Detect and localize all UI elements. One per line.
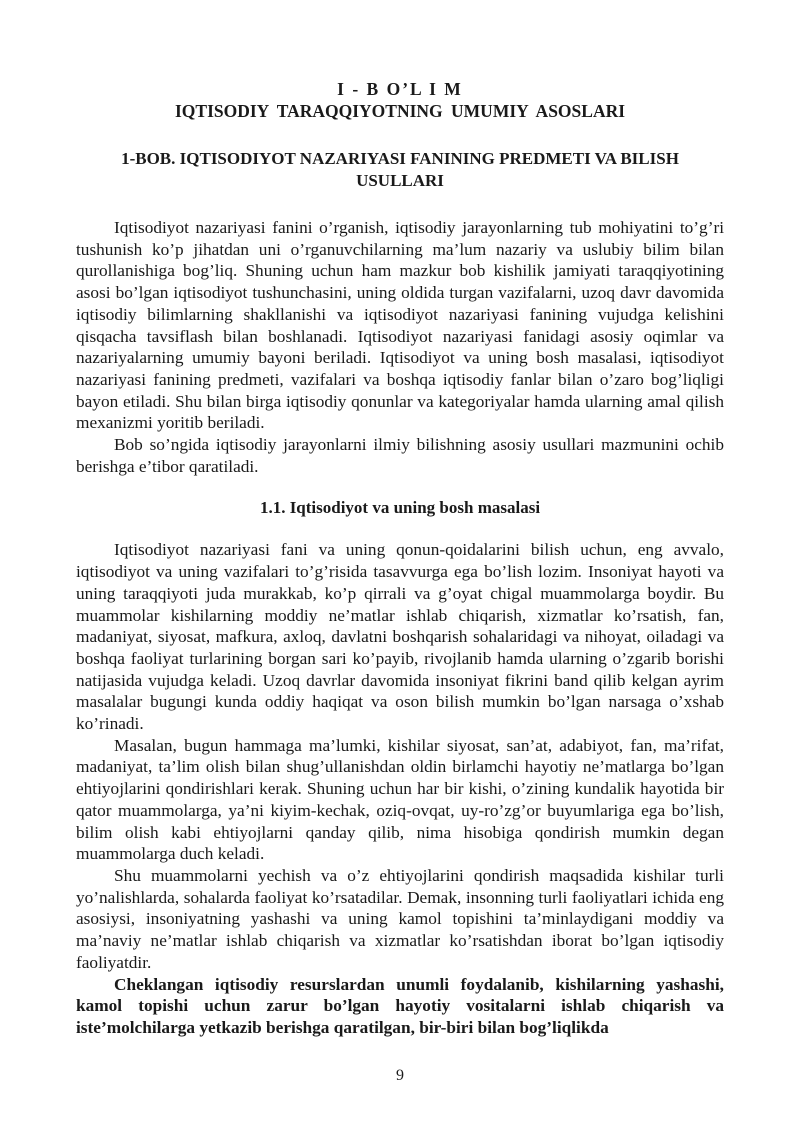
intro-paragraph-1: Iqtisodiyot nazariyasi fanini o’rganish, iqtisodiy jarayonlarning tub mohiyatini to’g’ri tushunish ko’p jihatdan uni o’rganuvchilarning ma’lum nazariy va uslubiy bilim bilan qurollanishiga bog’liq. Shuning uchun ham mazkur bob kishilik jamiyati taraqqiyotining asosi bo’lgan iqtisodiyot tushunchasini, uning oldida turgan vazifalarni, uzoq davr davomida iqtisodiy bilimlarning shakllanishi va iqtisodiyot nazariyasi fanining vujudga kelishini qisqacha tavsiflash bilan boshlanadi. Iqtisodiyot nazariyasi fanidagi asosiy oqimlar va nazariyalarning umumiy bayoni beriladi. Iqtisodiyot va uning bosh masalasi, iqtisodiyot nazariyasi fanining predmeti, vazifalari va boshqa iqtisodiy fanlar bilan o’zaro bog’liqligi bayon etiladi. Shu bilan birga iqtisodiy qonunlar va kategoriyalar hamda ularning amal qilish mexanizmi yoritib beriladi. bbox=[76, 218, 724, 433]
intro-text bbox=[76, 217, 724, 477]
intro-paragraph-2: Bob so’ngida iqtisodiy jarayonlarni ilmiy bilishning asosiy usullari mazmunini ochib berishga e’tibor qaratiladi. bbox=[76, 435, 724, 476]
section-paragraph-3: Shu muammolarni yechish va o’z ehtiyojlarini qondirish maqsadida kishilar turli yo’nalishlarda, sohalarda faoliyat ko’rsatadilar. Demak, insonning turli faoliyatlari ichida eng asosiysi, insoniyatning yashashi va uning kamol topishini ta’minlaydigani moddiy va ma’naviy ne’matlar ishlab chiqarish va xizmatlar ko’rsatishdan iborat bo’lgan iqtisodiy faoliyatdir. bbox=[76, 865, 724, 972]
page-content bbox=[76, 78, 724, 1039]
section-text bbox=[76, 539, 724, 1038]
chapter-title: 1-BOB. IQTISODIYOT NAZARIYASI FANINING PREDMETI VA BILISH USULLARI bbox=[121, 149, 679, 190]
section-paragraph-1: Iqtisodiyot nazariyasi fani va uning qonun-qoidalarini bilish uchun, eng avvalo, iqtisodiyot va uning vazifalari to’g’risida tasavvurga ega bo’lish lozim. Insoniyat hayoti va uning taraqqiyoti juda murakkab, ko’p qirrali va g’oyat chigal muammolarga boydir. Bu muammolar kishilarning moddiy ne’matlar ishlab chiqarish, xizmatlar ko’rsatish, fan, madaniyat, siyosat, mafkura, axloq, davlatni boshqarish sohalaridagi va nihoyat, oiladagi va boshqa faoliyat turlarining borgan sari ko’payib, rivojlanib hamda ularning o’zgarib borishi natijasida vujudga keladi. Uzoq davrlar davomida insoniyat fikrini band qilib kelgan ayrim masalalar bugungi kunda oddiy haqiqat va oson bilish mumkin bo’lgan narsaga o’xshab ko’rinadi. bbox=[76, 540, 724, 734]
definition-paragraph: Cheklangan iqtisodiy resurslardan unumli foydalanib, kishilarning yashashi, kamol topishi uchun zarur bo’lgan hayotiy vositalarni ishlab chiqarish va iste’molchilarga yetkazib berishga qaratilgan, bir-biri bilan bog’liqlikda bbox=[76, 974, 724, 1037]
page-number: 9 bbox=[396, 1067, 404, 1084]
section-paragraph-2: Masalan, bugun hammaga ma’lumki, kishilar siyosat, san’at, adabiyot, fan, ma’rifat, madaniyat, ta’lim olish bilan shug’ullanishdan oldin birlamchi hayotiy ne’matlarga bo’lgan ehtiyojlarini qondirishlari kerak. Shuning uchun har bir kishi, o’zining kundalik hayotida bir qator muammolarga, ya’ni kiyim-kechak, oziq-ovqat, uy-ro’zg’or buyumlariga ega bo’lish, bilim olish kabi ehtiyojlarni qanday qilib, nima hisobiga qondirish mumkin degan muammolarga duch keladi. bbox=[76, 735, 724, 864]
section-title: 1.1. Iqtisodiyot va uning bosh masalasi bbox=[259, 498, 541, 518]
part-title: IQTISODIY TARAQQIYOTNING UMUMIY ASOSLARI bbox=[174, 101, 626, 121]
part-number: I - B O’L I M bbox=[337, 79, 463, 99]
